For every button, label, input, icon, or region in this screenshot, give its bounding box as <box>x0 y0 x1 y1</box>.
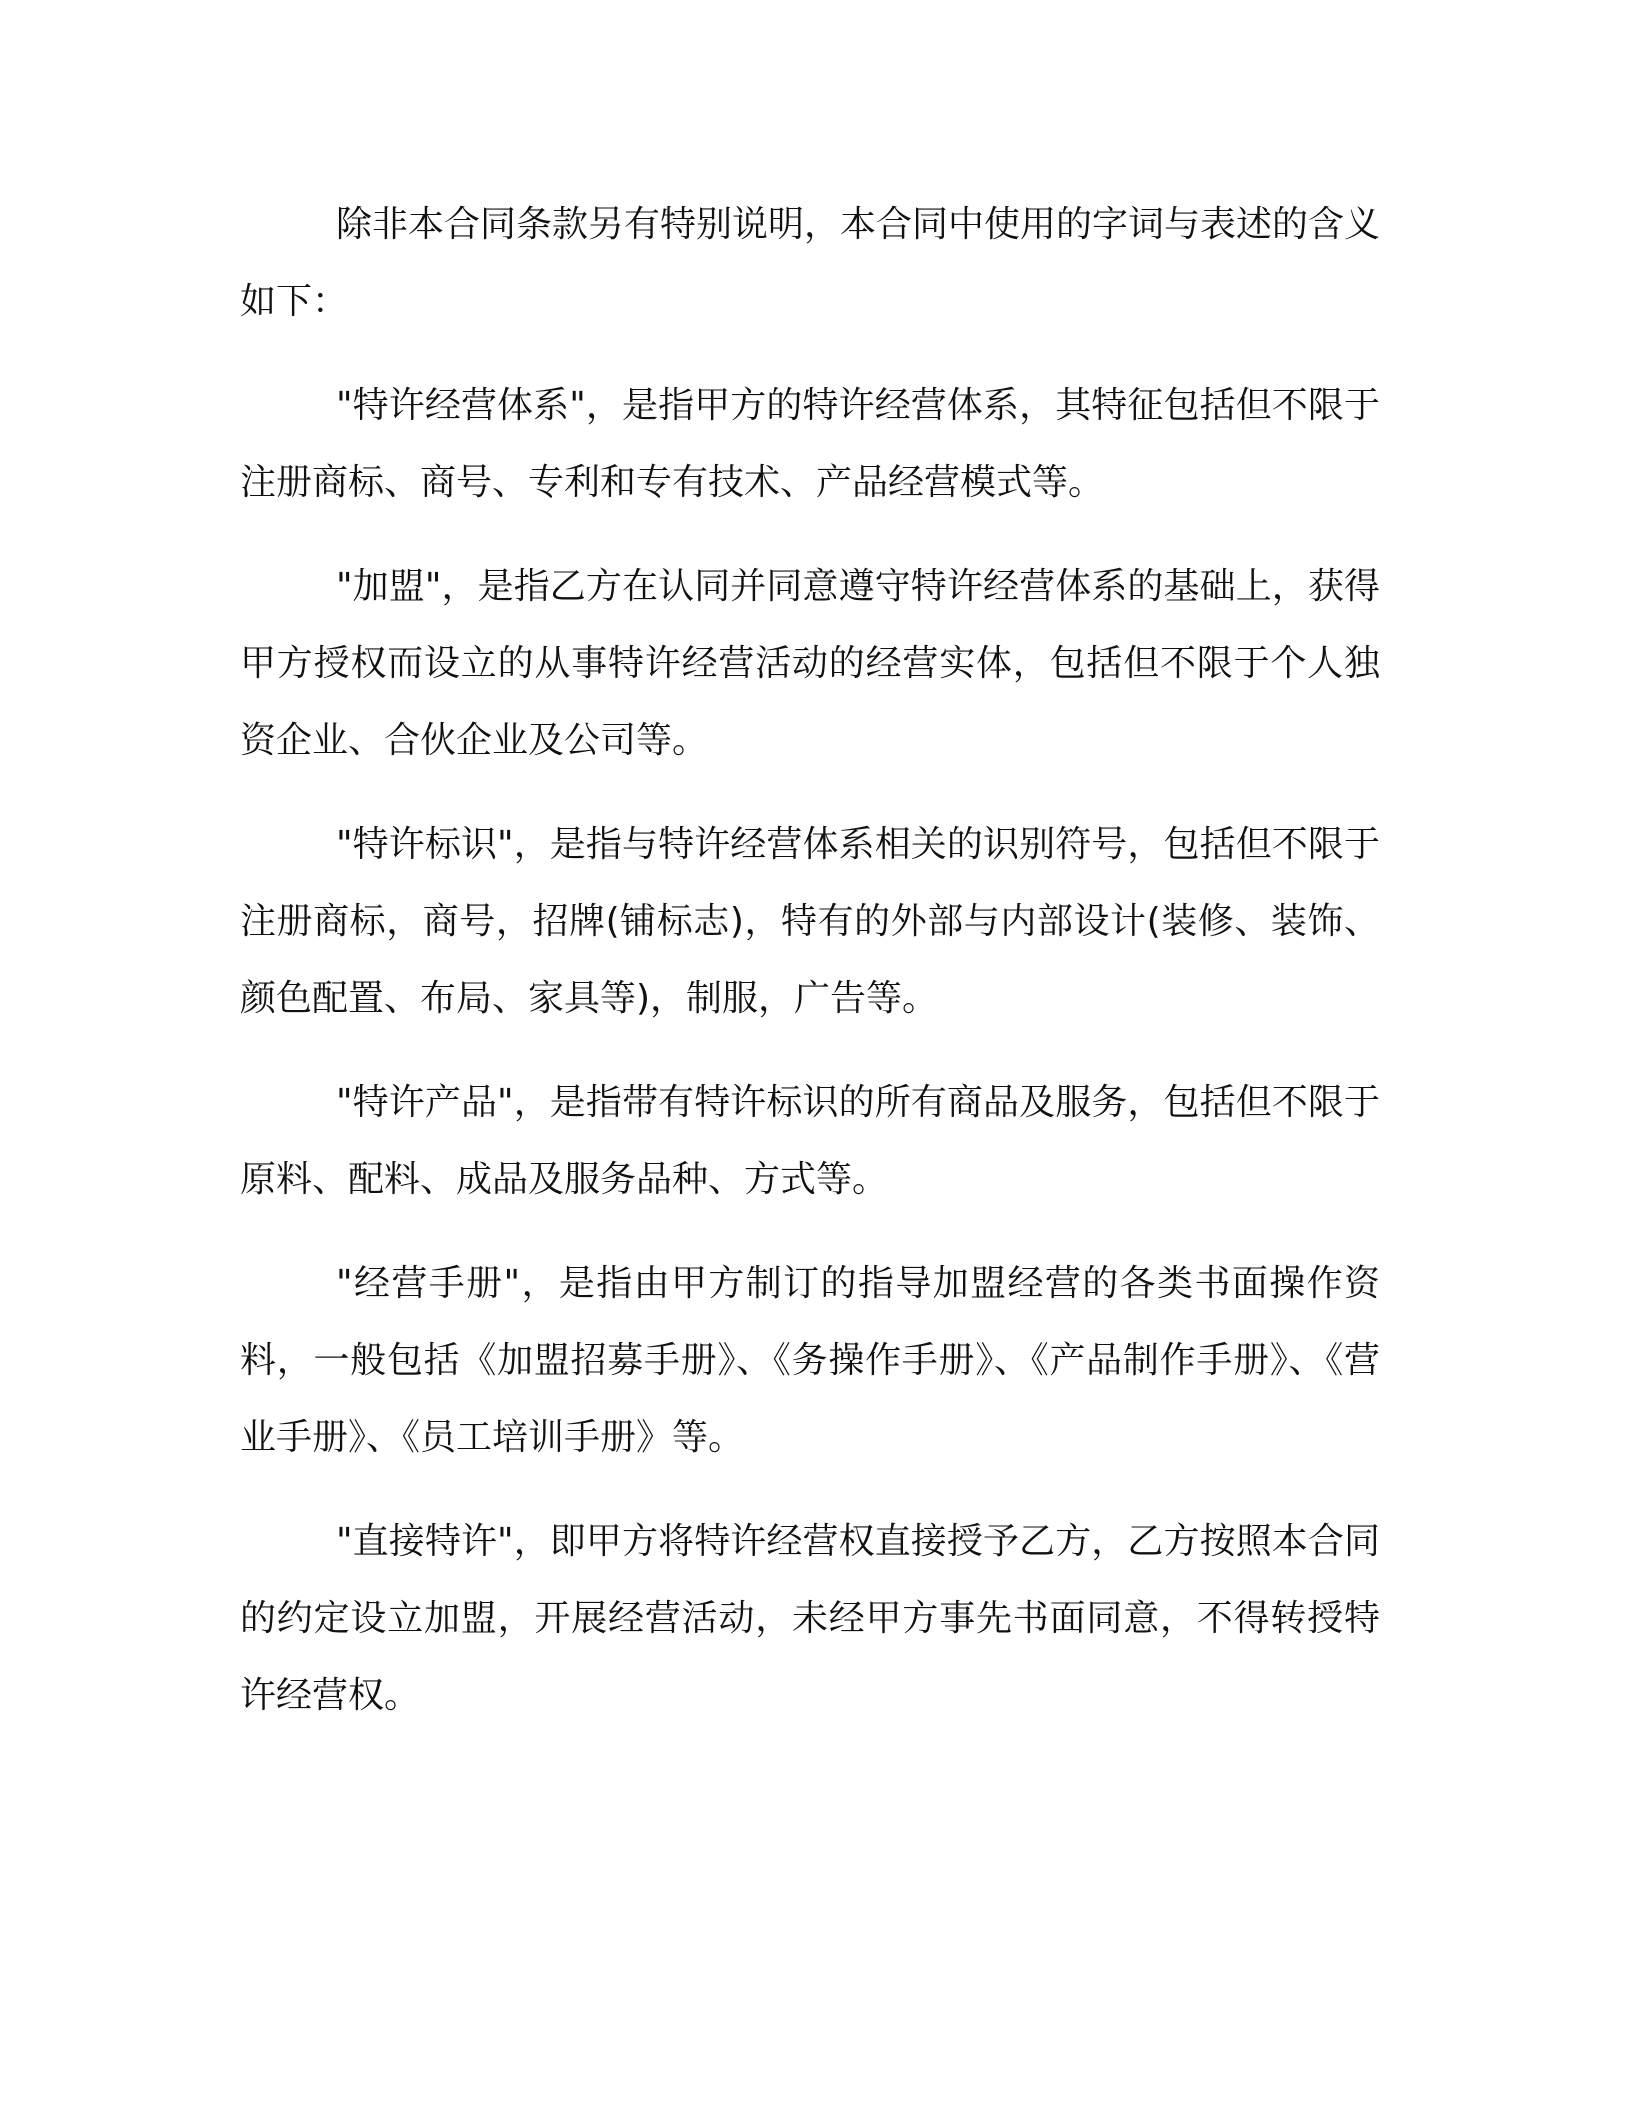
paragraph-franchise-products: "特许产品"，是指带有特许标识的所有商品及服务，包括但不限于原料、配料、成品及服务品种、方式等。 <box>240 1082 1380 1200</box>
paragraph-franchise-marks: "特许标识"，是指与特许经营体系相关的识别符号，包括但不限于注册商标，商号，招牌(铺标志)，特有的外部与内部设计(装修、装饰、颜色配置、布局、家具等)，制服，广告等。 <box>240 824 1380 1019</box>
paragraph-franchise-system: "特许经营体系"，是指甲方的特许经营体系，其特征包括但不限于注册商标、商号、专利和专有技术、产品经营模式等。 <box>240 385 1380 503</box>
paragraph-franchisee: "加盟"，是指乙方在认同并同意遵守特许经营体系的基础上，获得甲方授权而设立的从事特许经营活动的经营实体，包括但不限于个人独资企业、合伙企业及公司等。 <box>240 566 1380 761</box>
document-body <box>240 186 1380 1734</box>
paragraph-definitions-intro: 除非本合同条款另有特别说明，本合同中使用的字词与表述的含义如下： <box>240 204 1381 322</box>
paragraph-direct-franchise: "直接特许"，即甲方将特许经营权直接授予乙方，乙方按照本合同的约定设立加盟，开展经营活动，未经甲方事先书面同意，不得转授特许经营权。 <box>240 1521 1380 1716</box>
paragraph-operations-manual: "经营手册"，是指由甲方制订的指导加盟经营的各类书面操作资料，一般包括《加盟招募手册》、《务操作手册》、《产品制作手册》、《营业手册》、《员工培训手册》等。 <box>240 1263 1380 1458</box>
